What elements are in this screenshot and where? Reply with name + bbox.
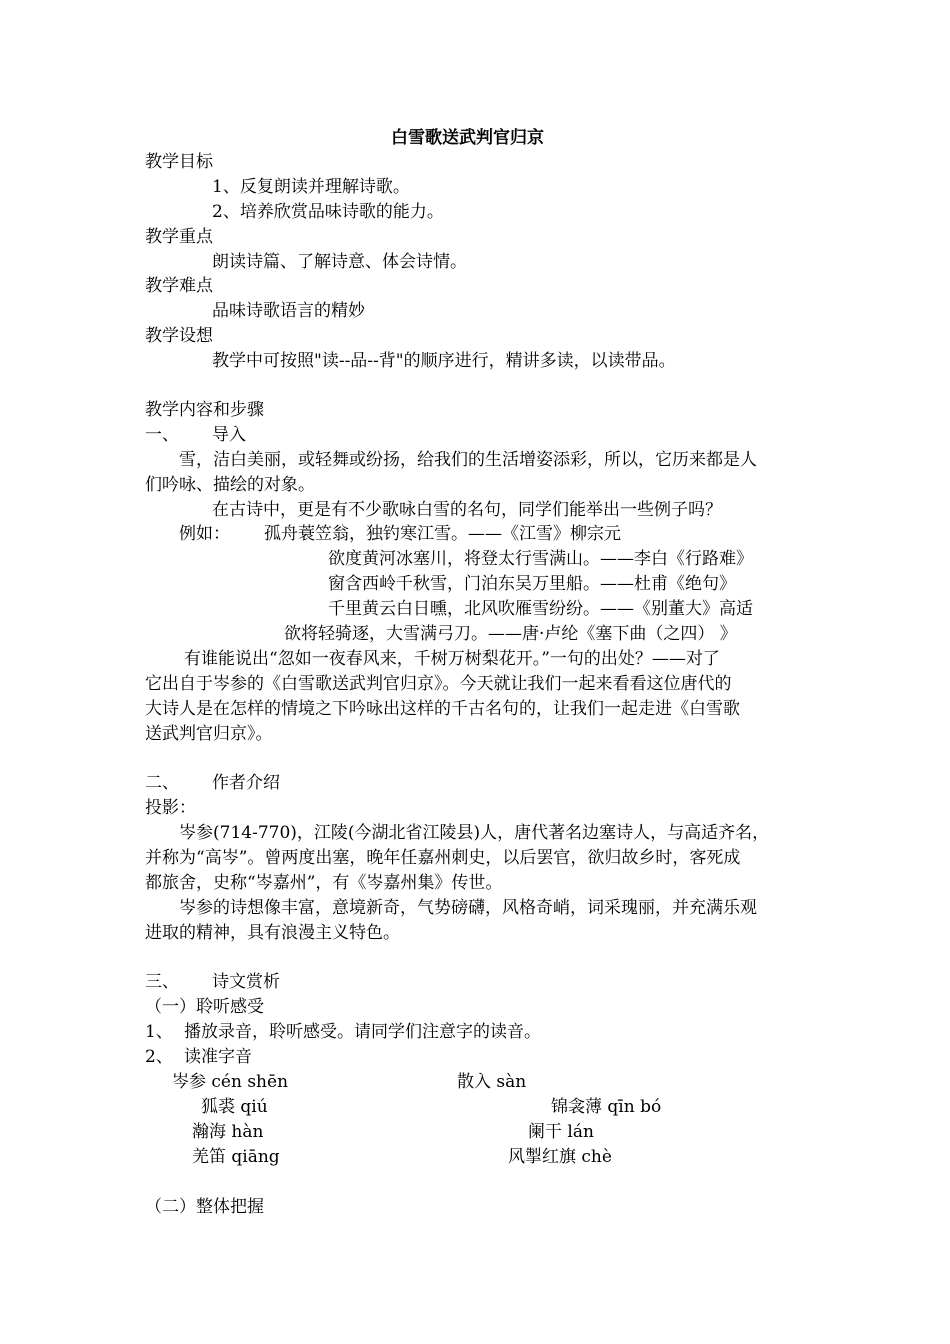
paragraph-line: 们吟咏、描绘的对象。 [145,475,315,495]
difficulty-text: 品味诗歌语言的精妙 [212,301,365,321]
pinyin-entry: 瀚海 hàn [192,1122,264,1142]
part-title: 诗文赏析 [212,972,280,992]
paragraph-line: 它出自于岑参的《白雪歌送武判官归京》。今天就让我们一起来看看这位唐代的 [145,674,732,694]
subsection-heading: （二）整体把握 [145,1197,264,1217]
section-heading-design: 教学设想 [145,326,213,346]
document-title: 白雪歌送武判官归京 [391,128,544,148]
section-heading-focus: 教学重点 [145,227,213,247]
paragraph-line: 大诗人是在怎样的情境之下吟咏出这样的千古名句的，让我们一起走进《白雪歌 [145,699,740,719]
paragraph-line: 岑参的诗想像丰富，意境新奇，气势磅礴，风格奇峭，词采瑰丽，并充满乐观 [179,898,757,918]
paragraph-line: 进取的精神，具有浪漫主义特色。 [145,923,400,943]
design-text: 教学中可按照"读--品--背"的顺序进行，精讲多读，以读带品。 [212,351,676,371]
subsection-heading: （一）聆听感受 [145,997,264,1017]
pinyin-entry: 锦衾薄 qīn bó [551,1097,662,1117]
pinyin-entry: 狐裘 qiú [201,1097,268,1117]
example-quote: 窗含西岭千秋雪，门泊东吴万里船。——杜甫《绝句》 [328,574,736,594]
pinyin-entry: 散入 sàn [457,1072,527,1092]
paragraph-line: 有谁能说出“忽如一夜春风来，千树万树梨花开。”一句的出处？——对了 [184,649,720,669]
item-number: 2、 [145,1047,173,1067]
paragraph-line: 并称为“高岑”。曾两度出塞，晚年任嘉州刺史，以后罢官，欲归故乡时，客死成 [145,848,741,868]
section-heading-difficulty: 教学难点 [145,276,213,296]
pinyin-entry: 岑参 cén shēn [172,1072,289,1092]
example-label: 例如： [179,524,230,544]
pinyin-entry: 阑干 lán [528,1122,594,1142]
example-quote: 欲将轻骑逐，大雪满弓刀。——唐·卢纶《塞下曲（之四） 》 [284,624,737,644]
part-number: 三、 [145,972,179,992]
section-heading-steps: 教学内容和步骤 [145,400,264,420]
goal-item: 1、反复朗读并理解诗歌。 [212,177,410,197]
example-quote: 孤舟蓑笠翁，独钓寒江雪。——《江雪》柳宗元 [264,524,621,544]
item-text: 播放录音，聆听感受。请同学们注意字的读音。 [184,1022,541,1042]
paragraph-line: 都旅舍，史称“岑嘉州”，有《岑嘉州集》传世。 [145,873,503,893]
part-number: 一、 [145,425,179,445]
section-heading-goals: 教学目标 [145,152,213,172]
pinyin-entry: 风掣红旗 chè [508,1147,612,1167]
focus-text: 朗读诗篇、了解诗意、体会诗情。 [212,252,467,272]
example-quote: 千里黄云白日曛，北风吹雁雪纷纷。——《别董大》高适 [328,599,753,619]
example-quote: 欲度黄河冰塞川，将登太行雪满山。——李白《行路难》 [328,549,753,569]
paragraph-line: 在古诗中，更是有不少歌咏白雪的名句，同学们能举出一些例子吗？ [212,500,722,520]
paragraph-line: 岑参(714-770)，江陵(今湖北省江陵县)人，唐代著名边塞诗人，与高适齐名， [179,823,770,843]
part-title: 作者介绍 [212,773,280,793]
pinyin-entry: 羌笛 qiāng [192,1147,280,1167]
item-text: 读准字音 [184,1047,252,1067]
part-number: 二、 [145,773,179,793]
part-title: 导入 [212,425,246,445]
paragraph-line: 雪，洁白美丽，或轻舞或纷扬，给我们的生活增姿添彩，所以，它历来都是人 [179,450,757,470]
item-number: 1、 [145,1022,173,1042]
projection-label: 投影： [145,798,196,818]
paragraph-line: 送武判官归京》。 [145,724,273,744]
goal-item: 2、培养欣赏品味诗歌的能力。 [212,202,444,222]
